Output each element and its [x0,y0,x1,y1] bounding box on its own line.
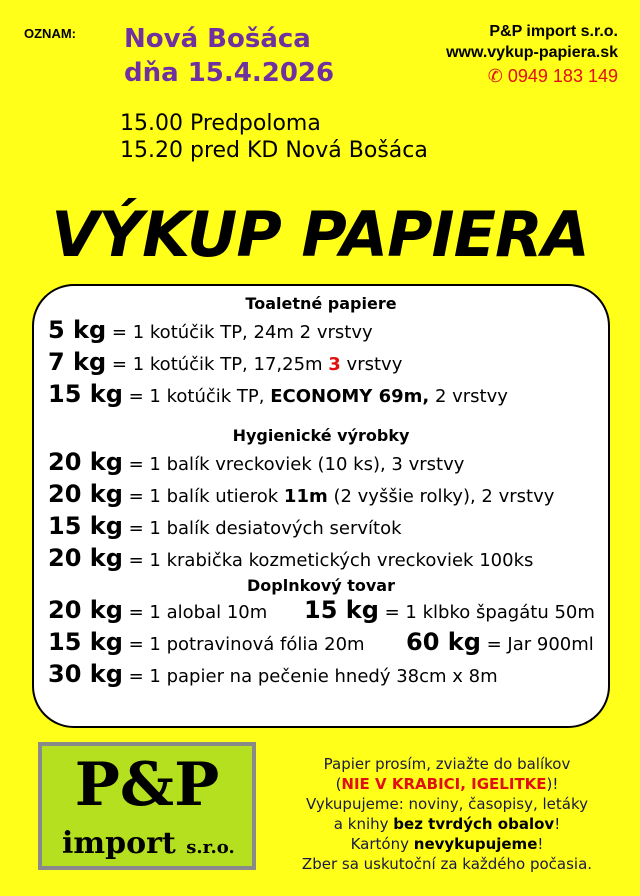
notice-line [280,834,614,854]
weight: 30 kg [48,660,123,688]
reward-suffix: (2 vyššie rolky), 2 vrstvy [327,486,555,507]
price-row [48,348,402,376]
notice-part: Kartóny [350,835,414,853]
section-extra-goods: Doplnkový tovar [247,576,395,595]
reward: = 1 balík vreckoviek (10 ks), 3 vrstvy [122,454,465,475]
logo-sro: s.r.o. [186,837,235,858]
notice-part: ( [335,775,342,793]
price-row [48,660,498,688]
schedule-item: 15.20 pred KD Nová Bošáca [120,138,428,163]
length-highlight: 11m [283,486,328,507]
layers-highlight: 3 [328,354,341,375]
collection-notice [280,754,614,874]
price-list-card [32,284,610,728]
weight: 15 kg [304,596,379,624]
event-date: dňa 15.4.2026 [124,58,335,88]
weight: 20 kg [48,480,123,508]
notice-part: ! [537,835,544,853]
logo-import [62,826,235,866]
section-hygiene: Hygienické výrobky [232,426,410,445]
reward-suffix: 2 vrstvy [429,386,508,407]
reward: = 1 krabička kozmetických vreckoviek 100ks [122,550,534,571]
price-row [48,316,373,344]
notice-part: a knihy [333,815,394,833]
event-location [124,22,334,90]
company-phone[interactable]: ✆ 0949 183 149 [487,66,618,86]
weight: 15 kg [48,380,123,408]
weight: 15 kg [48,512,123,540]
weight: 20 kg [48,448,123,476]
reward: = 1 klbko špagátu 50m [378,602,595,623]
company-contact [446,22,618,88]
reward: = Jar 900ml [480,634,594,655]
weight: 15 kg [48,628,123,656]
notice-part: ! [554,815,561,833]
village-name: Nová Bošáca [124,24,311,54]
company-name: P&P import s.r.o. [489,23,618,40]
price-row [48,544,533,572]
section-toilet-paper: Toaletné papiere [245,294,397,313]
schedule [120,110,428,164]
oznam-label: OZNAM: [24,26,76,41]
weight: 60 kg [406,628,481,656]
reward: = 1 kotúčik TP, 17,25m [106,354,329,375]
price-row [48,512,402,540]
economy-highlight: ECONOMY 69m, [270,386,430,407]
price-row [48,480,554,508]
price-row [48,448,464,476]
price-row [48,380,508,408]
notice-highlight: bez tvrdých obalov [393,815,555,833]
weight: 7 kg [48,348,107,376]
reward: = 1 balík utierok [122,486,284,507]
logo-pp: P&P [74,750,220,820]
weight: 5 kg [48,316,107,344]
reward: = 1 kotúčik TP, [122,386,271,407]
notice-line: Zber sa uskutoční za každého počasia. [301,855,593,873]
logo-import-text: import [62,826,176,861]
notice-part: )! [546,775,559,793]
company-website[interactable]: www.vykup-papiera.sk [446,44,618,61]
price-row [48,596,267,624]
notice-line [280,814,614,834]
company-logo [38,742,256,870]
notice-line [280,774,614,794]
notice-highlight: nevykupujeme [413,835,538,853]
reward: = 1 kotúčik TP, 24m 2 vrstvy [106,322,373,343]
reward: = 1 potravinová fólia 20m [122,634,365,655]
schedule-item: 15.00 Predpoloma [120,111,321,136]
reward: = 1 balík desiatových servítok [122,518,402,539]
notice-line: Vykupujeme: noviny, časopisy, letáky [305,795,589,813]
reward: = 1 alobal 10m [122,602,268,623]
notice-warning: NIE V KRABICI, IGELITKE [341,775,547,793]
reward: = 1 papier na pečenie hnedý 38cm x 8m [122,666,498,687]
notice-line: Papier prosím, zviažte do balíkov [323,755,571,773]
weight: 20 kg [48,544,123,572]
price-row [48,628,365,656]
page-title: VÝKUP PAPIERA [51,198,589,271]
weight: 20 kg [48,596,123,624]
price-row [406,628,594,656]
reward-suffix: vrstvy [340,354,403,375]
price-row [304,596,595,624]
